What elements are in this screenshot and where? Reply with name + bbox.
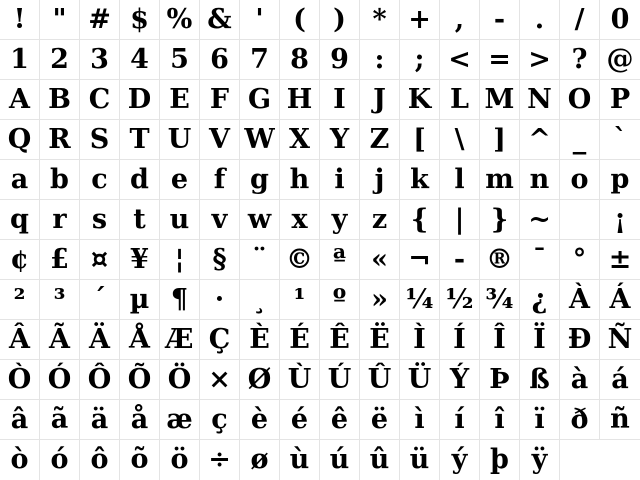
glyph-cell[interactable]: S: [80, 120, 120, 160]
glyph-cell[interactable]: É: [280, 320, 320, 360]
glyph-cell[interactable]: n: [520, 160, 560, 200]
glyph-cell[interactable]: p: [600, 160, 640, 200]
glyph-cell[interactable]: ñ: [600, 400, 640, 440]
glyph-cell[interactable]: È: [240, 320, 280, 360]
glyph-cell[interactable]: Õ: [120, 360, 160, 400]
glyph-cell[interactable]: Q: [0, 120, 40, 160]
glyph-cell[interactable]: ç: [200, 400, 240, 440]
glyph-cell[interactable]: µ: [120, 280, 160, 320]
glyph-cell[interactable]: Ã: [40, 320, 80, 360]
glyph-cell[interactable]: V: [200, 120, 240, 160]
glyph-cell[interactable]: ?: [560, 40, 600, 80]
glyph-cell[interactable]: ¹: [280, 280, 320, 320]
glyph-cell[interactable]: ú: [320, 440, 360, 480]
glyph-cell[interactable]: r: [40, 200, 80, 240]
glyph-cell[interactable]: ì: [400, 400, 440, 440]
glyph-cell[interactable]: Ú: [320, 360, 360, 400]
glyph-cell[interactable]: ä: [80, 400, 120, 440]
glyph-cell[interactable]: Î: [480, 320, 520, 360]
glyph-cell[interactable]: ¿: [520, 280, 560, 320]
glyph-cell[interactable]: H: [280, 80, 320, 120]
glyph-cell[interactable]: Ó: [40, 360, 80, 400]
glyph-cell[interactable]: <: [440, 40, 480, 80]
glyph-cell[interactable]: ¦: [160, 240, 200, 280]
glyph-cell[interactable]: a: [0, 160, 40, 200]
glyph-cell[interactable]: Þ: [480, 360, 520, 400]
glyph-cell[interactable]: ¥: [120, 240, 160, 280]
glyph-cell[interactable]: ÷: [200, 440, 240, 480]
glyph-cell[interactable]: ²: [0, 280, 40, 320]
glyph-cell[interactable]: m: [480, 160, 520, 200]
glyph-cell[interactable]: Ï: [520, 320, 560, 360]
empty-cell: [560, 200, 600, 240]
glyph-cell[interactable]: Ò: [0, 360, 40, 400]
glyph-cell[interactable]: ×: [200, 360, 240, 400]
glyph-cell[interactable]: ê: [320, 400, 360, 440]
glyph-cell[interactable]: ª: [320, 240, 360, 280]
glyph-cell[interactable]: c: [80, 160, 120, 200]
glyph-cell[interactable]: Z: [360, 120, 400, 160]
glyph-cell[interactable]: /: [560, 0, 600, 40]
glyph-cell[interactable]: Ý: [440, 360, 480, 400]
glyph-cell[interactable]: x: [280, 200, 320, 240]
glyph-cell[interactable]: %: [160, 0, 200, 40]
glyph-cell[interactable]: ¤: [80, 240, 120, 280]
glyph-cell[interactable]: L: [440, 80, 480, 120]
glyph-cell[interactable]: £: [40, 240, 80, 280]
glyph-cell[interactable]: F: [200, 80, 240, 120]
glyph-cell[interactable]: 9: [320, 40, 360, 80]
glyph-cell[interactable]: ½: [440, 280, 480, 320]
glyph-cell[interactable]: w: [240, 200, 280, 240]
glyph-cell[interactable]: l: [440, 160, 480, 200]
empty-cell: [560, 440, 600, 480]
glyph-cell[interactable]: =: [480, 40, 520, 80]
glyph-cell[interactable]: {: [400, 200, 440, 240]
glyph-cell[interactable]: z: [360, 200, 400, 240]
glyph-cell[interactable]: Â: [0, 320, 40, 360]
glyph-cell[interactable]: U: [160, 120, 200, 160]
glyph-cell[interactable]: *: [360, 0, 400, 40]
glyph-cell[interactable]: å: [120, 400, 160, 440]
glyph-cell[interactable]: 4: [120, 40, 160, 80]
glyph-cell[interactable]: -: [440, 240, 480, 280]
glyph-cell[interactable]: Ö: [160, 360, 200, 400]
glyph-cell[interactable]: C: [80, 80, 120, 120]
glyph-cell[interactable]: ù: [280, 440, 320, 480]
glyph-cell[interactable]: Ù: [280, 360, 320, 400]
glyph-cell[interactable]: t: [120, 200, 160, 240]
glyph-cell[interactable]: ¾: [480, 280, 520, 320]
glyph-cell[interactable]: Ñ: [600, 320, 640, 360]
glyph-cell[interactable]: [: [400, 120, 440, 160]
glyph-cell[interactable]: Ä: [80, 320, 120, 360]
glyph-cell[interactable]: è: [240, 400, 280, 440]
glyph-cell[interactable]: `: [600, 120, 640, 160]
glyph-cell[interactable]: §: [200, 240, 240, 280]
glyph-cell[interactable]: ÿ: [520, 440, 560, 480]
empty-cell: [600, 440, 640, 480]
glyph-cell[interactable]: ]: [480, 120, 520, 160]
glyph-cell[interactable]: O: [560, 80, 600, 120]
glyph-cell[interactable]: 2: [40, 40, 80, 80]
glyph-cell[interactable]: _: [560, 120, 600, 160]
glyph-cell[interactable]: í: [440, 400, 480, 440]
glyph-cell[interactable]: j: [360, 160, 400, 200]
glyph-cell[interactable]: +: [400, 0, 440, 40]
glyph-cell[interactable]: @: [600, 40, 640, 80]
glyph-cell[interactable]: é: [280, 400, 320, 440]
glyph-cell[interactable]: ¶: [160, 280, 200, 320]
glyph-cell[interactable]: 8: [280, 40, 320, 80]
glyph-cell[interactable]: B: [40, 80, 80, 120]
glyph-cell[interactable]: W: [240, 120, 280, 160]
glyph-cell[interactable]: ¸: [240, 280, 280, 320]
glyph-cell[interactable]: ³: [40, 280, 80, 320]
glyph-cell[interactable]: ã: [40, 400, 80, 440]
glyph-cell[interactable]: !: [0, 0, 40, 40]
glyph-cell[interactable]: N: [520, 80, 560, 120]
glyph-cell[interactable]: i: [320, 160, 360, 200]
glyph-cell[interactable]: þ: [480, 440, 520, 480]
glyph-cell[interactable]: ¬: [400, 240, 440, 280]
glyph-cell[interactable]: î: [480, 400, 520, 440]
glyph-cell[interactable]: ø: [240, 440, 280, 480]
glyph-cell[interactable]: :: [360, 40, 400, 80]
glyph-cell[interactable]: Ø: [240, 360, 280, 400]
glyph-cell[interactable]: e: [160, 160, 200, 200]
glyph-cell[interactable]: .: [520, 0, 560, 40]
glyph-cell[interactable]: 7: [240, 40, 280, 80]
glyph-cell[interactable]: >: [520, 40, 560, 80]
glyph-cell[interactable]: à: [560, 360, 600, 400]
glyph-cell[interactable]: v: [200, 200, 240, 240]
glyph-cell[interactable]: ¡: [600, 200, 640, 240]
glyph-cell[interactable]: »: [360, 280, 400, 320]
glyph-cell[interactable]: d: [120, 160, 160, 200]
glyph-cell[interactable]: 5: [160, 40, 200, 80]
glyph-cell[interactable]: ·: [200, 280, 240, 320]
glyph-cell[interactable]: }: [480, 200, 520, 240]
glyph-cell[interactable]: P: [600, 80, 640, 120]
glyph-cell[interactable]: I: [320, 80, 360, 120]
glyph-cell[interactable]: J: [360, 80, 400, 120]
glyph-cell[interactable]: Ë: [360, 320, 400, 360]
glyph-cell[interactable]: h: [280, 160, 320, 200]
glyph-cell[interactable]: æ: [160, 400, 200, 440]
glyph-cell[interactable]: ¼: [400, 280, 440, 320]
glyph-cell[interactable]: ¯: [520, 240, 560, 280]
glyph-cell[interactable]: ý: [440, 440, 480, 480]
glyph-cell[interactable]: f: [200, 160, 240, 200]
glyph-cell[interactable]: b: [40, 160, 80, 200]
glyph-cell[interactable]: y: [320, 200, 360, 240]
glyph-cell[interactable]: Å: [120, 320, 160, 360]
glyph-cell[interactable]: G: [240, 80, 280, 120]
glyph-cell[interactable]: ±: [600, 240, 640, 280]
glyph-cell[interactable]: ¢: [0, 240, 40, 280]
glyph-cell[interactable]: ¨: [240, 240, 280, 280]
glyph-cell[interactable]: ©: [280, 240, 320, 280]
glyph-cell[interactable]: ,: [440, 0, 480, 40]
glyph-cell[interactable]: (: [280, 0, 320, 40]
glyph-cell[interactable]: À: [560, 280, 600, 320]
glyph-cell[interactable]: ~: [520, 200, 560, 240]
glyph-cell[interactable]: Ç: [200, 320, 240, 360]
glyph-cell[interactable]: u: [160, 200, 200, 240]
glyph-cell[interactable]: ï: [520, 400, 560, 440]
glyph-cell[interactable]: |: [440, 200, 480, 240]
glyph-cell[interactable]: ô: [80, 440, 120, 480]
glyph-cell[interactable]: Û: [360, 360, 400, 400]
glyph-cell[interactable]: K: [400, 80, 440, 120]
glyph-cell[interactable]: o: [560, 160, 600, 200]
glyph-cell[interactable]: 0: [600, 0, 640, 40]
glyph-cell[interactable]: ß: [520, 360, 560, 400]
glyph-cell[interactable]: M: [480, 80, 520, 120]
glyph-cell[interactable]: ®: [480, 240, 520, 280]
glyph-cell[interactable]: ó: [40, 440, 80, 480]
glyph-cell[interactable]: º: [320, 280, 360, 320]
glyph-cell[interactable]: ü: [400, 440, 440, 480]
glyph-cell[interactable]: q: [0, 200, 40, 240]
glyph-cell[interactable]: ;: [400, 40, 440, 80]
glyph-cell[interactable]: 1: [0, 40, 40, 80]
glyph-cell[interactable]: 6: [200, 40, 240, 80]
glyph-cell[interactable]: ): [320, 0, 360, 40]
glyph-cell[interactable]: °: [560, 240, 600, 280]
glyph-cell[interactable]: ò: [0, 440, 40, 480]
glyph-cell[interactable]: ": [40, 0, 80, 40]
glyph-cell[interactable]: Ü: [400, 360, 440, 400]
glyph-cell[interactable]: â: [0, 400, 40, 440]
glyph-cell[interactable]: Æ: [160, 320, 200, 360]
glyph-cell[interactable]: T: [120, 120, 160, 160]
glyph-cell[interactable]: \: [440, 120, 480, 160]
glyph-cell[interactable]: Ð: [560, 320, 600, 360]
glyph-cell[interactable]: Y: [320, 120, 360, 160]
glyph-cell[interactable]: Ê: [320, 320, 360, 360]
glyph-cell[interactable]: ´: [80, 280, 120, 320]
glyph-cell[interactable]: X: [280, 120, 320, 160]
glyph-cell[interactable]: Ì: [400, 320, 440, 360]
glyph-cell[interactable]: Í: [440, 320, 480, 360]
glyph-cell[interactable]: D: [120, 80, 160, 120]
glyph-cell[interactable]: õ: [120, 440, 160, 480]
glyph-cell[interactable]: &: [200, 0, 240, 40]
glyph-cell[interactable]: Ô: [80, 360, 120, 400]
glyph-cell[interactable]: û: [360, 440, 400, 480]
glyph-cell[interactable]: k: [400, 160, 440, 200]
glyph-cell[interactable]: R: [40, 120, 80, 160]
glyph-cell[interactable]: á: [600, 360, 640, 400]
glyph-cell[interactable]: #: [80, 0, 120, 40]
glyph-cell[interactable]: g: [240, 160, 280, 200]
glyph-cell[interactable]: ö: [160, 440, 200, 480]
glyph-cell[interactable]: s: [80, 200, 120, 240]
glyph-cell[interactable]: Á: [600, 280, 640, 320]
glyph-cell[interactable]: ^: [520, 120, 560, 160]
glyph-cell[interactable]: A: [0, 80, 40, 120]
glyph-cell[interactable]: 3: [80, 40, 120, 80]
glyph-cell[interactable]: ': [240, 0, 280, 40]
glyph-cell[interactable]: «: [360, 240, 400, 280]
glyph-cell[interactable]: $: [120, 0, 160, 40]
glyph-cell[interactable]: ë: [360, 400, 400, 440]
glyph-cell[interactable]: E: [160, 80, 200, 120]
glyph-cell[interactable]: -: [480, 0, 520, 40]
glyph-cell[interactable]: ð: [560, 400, 600, 440]
